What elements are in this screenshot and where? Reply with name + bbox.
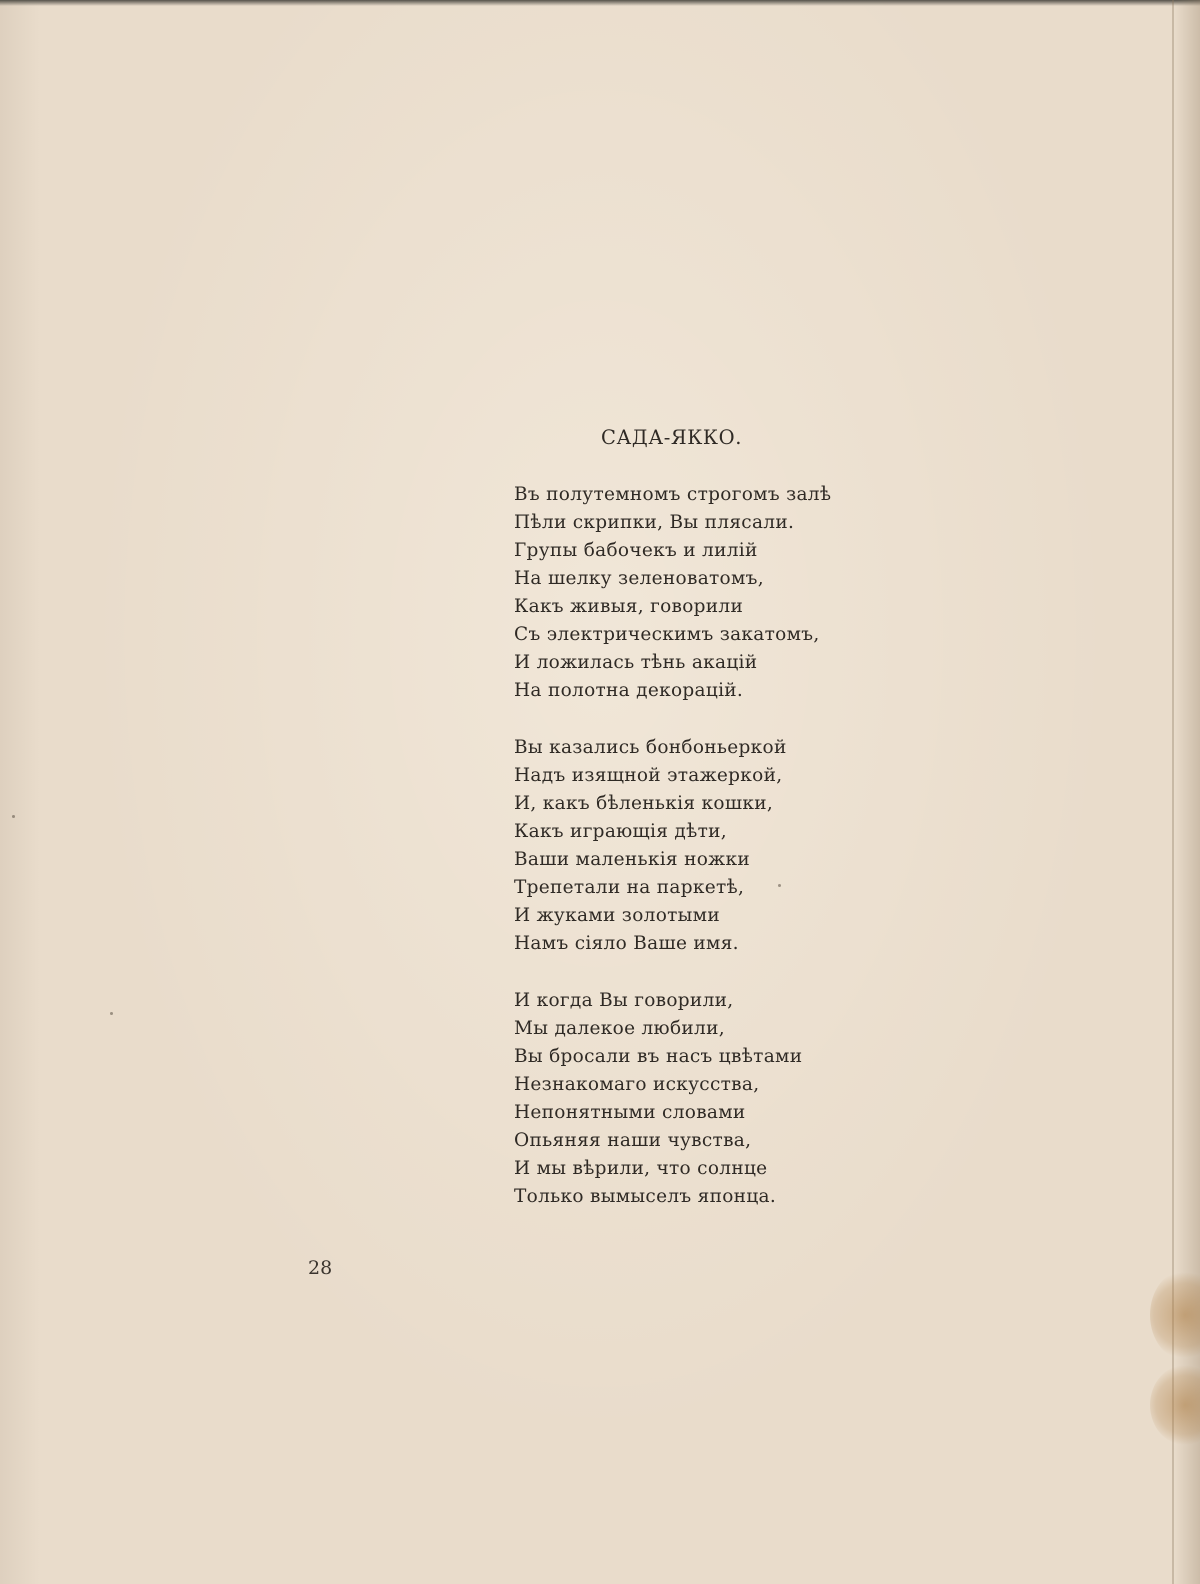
- poem-line: На полотна декорацій.: [514, 680, 744, 701]
- poem-line: Надъ изящной этажеркой,: [514, 765, 783, 786]
- poem-line: Какъ живыя, говорили: [514, 596, 744, 617]
- poem-line: И, какъ бѣленькія кошки,: [514, 793, 774, 814]
- stanza: [514, 734, 914, 958]
- poem-line: Незнакомаго искусства,: [514, 1074, 760, 1095]
- poem-line: И когда Вы говорили,: [514, 990, 734, 1011]
- poem: [514, 426, 914, 1240]
- poem-line: На шелку зеленоватомъ,: [514, 568, 764, 589]
- poem-line: Пѣли скрипки, Вы плясали.: [514, 512, 795, 533]
- poem-line: Какъ играющія дѣти,: [514, 821, 727, 842]
- poem-line: Мы далекое любили,: [514, 1018, 725, 1039]
- page-top-shadow: [0, 0, 1200, 6]
- poem-line: Групы бабочекъ и лилій: [514, 540, 758, 561]
- poem-line: Трепетали на паркетѣ,: [514, 877, 745, 898]
- poem-title: САДА-ЯККО.: [600, 426, 742, 449]
- poem-line: Вы казались бонбоньеркой: [514, 737, 787, 758]
- poem-line: Вы бросали въ насъ цвѣтами: [514, 1046, 803, 1067]
- paper-speck: [110, 1012, 113, 1015]
- poem-line: Ваши маленькія ножки: [514, 849, 750, 870]
- poem-line: Непонятными словами: [514, 1102, 746, 1123]
- poem-line: Съ электрическимъ закатомъ,: [514, 624, 820, 645]
- poem-line: Въ полутемномъ строгомъ залѣ: [514, 484, 832, 505]
- stanza: [514, 481, 914, 705]
- poem-line: Только вымыселъ японца.: [514, 1186, 777, 1207]
- stanza: [514, 987, 914, 1211]
- poem-line: И ложилась тѣнь акацій: [514, 652, 758, 673]
- poem-line: И жуками золотыми: [514, 905, 721, 926]
- paper-speck: [12, 815, 15, 818]
- poem-line: Опьяняя наши чувства,: [514, 1130, 752, 1151]
- poem-line: И мы вѣрили, что солнце: [514, 1158, 768, 1179]
- poem-line: Намъ сіяло Ваше имя.: [514, 933, 739, 954]
- page-number: 28: [308, 1257, 333, 1279]
- water-stain: [1150, 1270, 1200, 1360]
- water-stain: [1150, 1365, 1200, 1445]
